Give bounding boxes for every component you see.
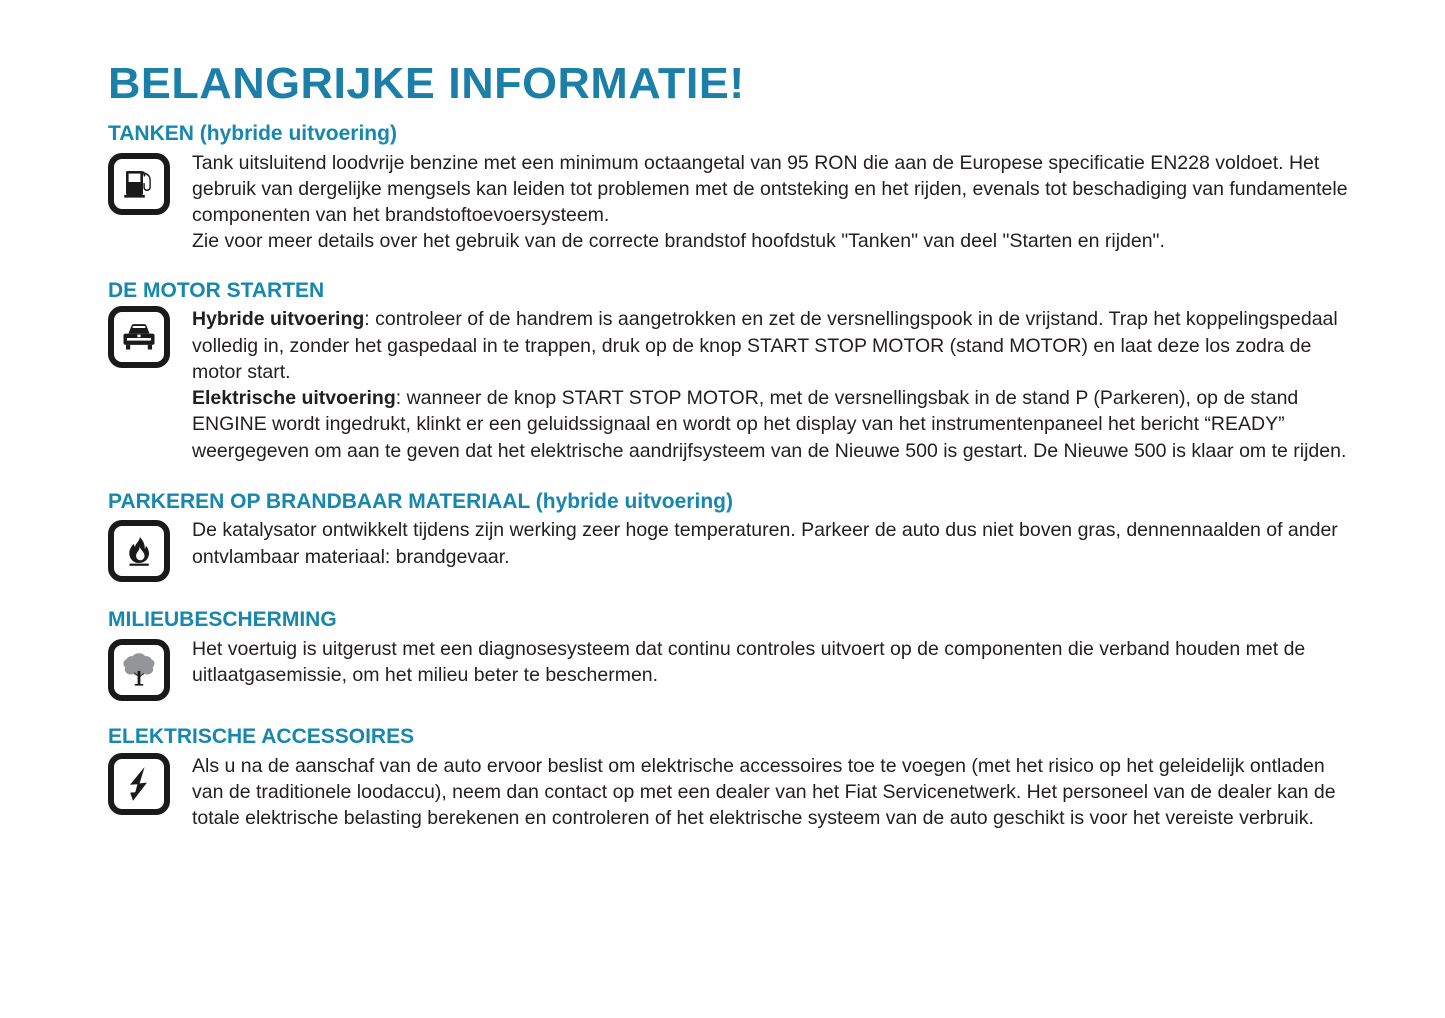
section-heading-milieubescherming: MILIEUBESCHERMING [108, 608, 337, 632]
section-tanken [108, 122, 1350, 255]
section-elektrische-accessoires [108, 725, 1350, 831]
car-front-icon [108, 306, 170, 368]
paragraph: Het voertuig is uitgerust met een diagnosesysteem dat continu controles uitvoert op de componenten die verband houden met de uitlaatgasemissie, om het milieu beter te beschermen. [192, 638, 1306, 687]
lightning-bolt-icon [108, 753, 170, 815]
section-parkeren [108, 490, 1350, 583]
para-block-parkeren [192, 516, 1350, 569]
paragraph: De katalysator ontwikkelt tijdens zijn werking zeer hoge temperaturen. Parkeer de auto dus niet boven gras, dennennaalden of ander ontvlambaar materiaal: brandgevaar. [192, 519, 1338, 568]
flame-icon [108, 520, 170, 582]
paragraph: Zie voor meer details over het gebruik van de correcte brandstof hoofdstuk "Tanken" van deel "Starten en rijden". [192, 230, 1165, 253]
tree-icon [108, 639, 170, 701]
section-heading-motor-starten: DE MOTOR STARTEN [108, 278, 325, 302]
para-block-milieubescherming [192, 635, 1350, 688]
section-milieubescherming [108, 608, 1350, 701]
section-body-elektrische-accessoires [108, 752, 1350, 832]
paragraph: Tank uitsluitend loodvrije benzine met een minimum octaangetal van 95 RON die aan de Europese specificatie EN228 voldoet. Het gebruik van dergelijke mengsels kan leiden tot problemen met de ontsteking en het rijden, evenals tot beschadiging van fundamentele componenten van het brandstoftoevoersysteem. [192, 151, 1348, 227]
fuel-pump-icon [108, 153, 170, 215]
paragraph [192, 306, 1350, 385]
para-block-elektrische-accessoires [192, 752, 1350, 832]
section-heading-tanken: TANKEN (hybride uitvoering) [108, 122, 397, 145]
paragraph [192, 385, 1350, 464]
paragraph-lead: Elektrische uitvoering [192, 387, 396, 410]
section-heading-elektrische-accessoires: ELEKTRISCHE ACCESSOIRES [108, 725, 415, 749]
paragraph: Als u na de aanschaf van de auto ervoor beslist om elektrische accessoires toe te voegen (met het risico op het geleidelijk ontladen van de traditionele loodaccu), neem dan contact op met een dealer van het Fiat Servicenetwerk. Het personeel van de dealer kan de totale elektrische belasting berekenen en controleren of het elektrische systeem van de auto geschikt is voor het vereiste verbruik. [192, 755, 1336, 830]
para-block-motor-starten [192, 305, 1350, 463]
page-title: BELANGRIJKE INFORMATIE! [108, 59, 745, 108]
section-heading-parkeren: PARKEREN OP BRANDBAAR MATERIAAL (hybride uitvoering) [108, 489, 733, 513]
section-body-motor-starten [108, 305, 1350, 463]
para-block-tanken [192, 149, 1350, 255]
paragraph-rest: : wanneer de knop START STOP MOTOR, met de versnellingsbak in de stand P (Parkeren), op de stand ENGINE wordt ingedrukt, klinkt er een geluidssignaal en wordt op het display van het instrumentenpaneel het bericht “READY” weergegeven om aan te geven dat het elektrische aandrijfsysteem van de Nieuwe 500 is gestart. De Nieuwe 500 is klaar om te rijden. [192, 387, 1347, 462]
paragraph-lead: Hybride uitvoering [192, 308, 365, 331]
section-body-milieubescherming [108, 635, 1350, 701]
section-motor-starten [108, 279, 1350, 464]
section-body-parkeren [108, 516, 1350, 582]
paragraph-rest: : controleer of de handrem is aangetrokken en zet de versnellingspook in de vrijstand. Trap het koppelingspedaal volledig in, zonder het gaspedaal in te trappen, druk op de knop START STOP MOTOR (stand MOTOR) en laat deze los zodra de motor start. [192, 308, 1338, 383]
section-body-tanken [108, 149, 1350, 255]
